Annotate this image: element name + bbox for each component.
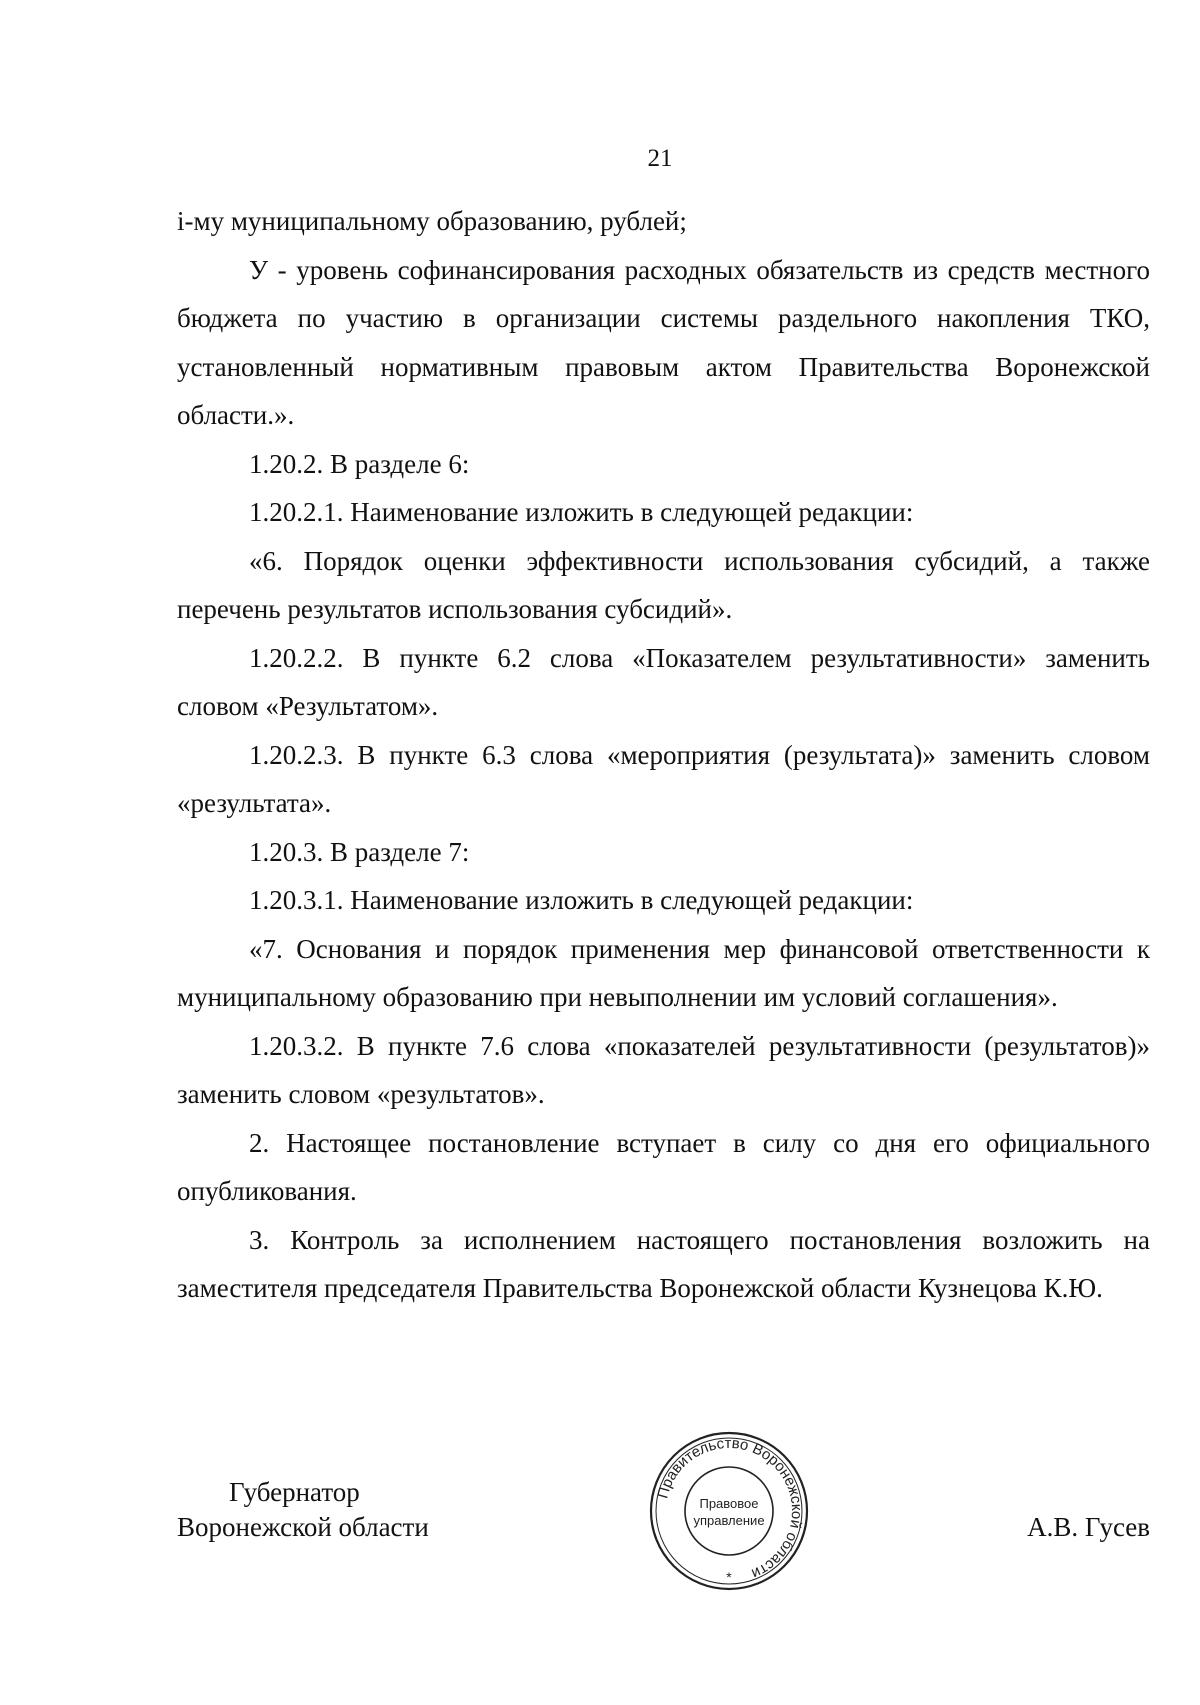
- seal-star: *: [726, 1569, 732, 1585]
- signature-name: А.В. Гусев: [1027, 1512, 1150, 1542]
- paragraph-1-20-2: 1.20.2. В разделе 6:: [249, 448, 470, 479]
- paragraph-clause-3: 3. Контроль за исполнением настоящего постановления возложить на заместителя председателя Правительства Воронежской области Кузнецова К.Ю.: [177, 1224, 1150, 1303]
- paragraph-section-7-title: «7. Основания и порядок применения мер финансовой ответственности к муниципальному образованию при невыполнении им условий соглашения».: [177, 933, 1150, 1012]
- page-number: 21: [647, 145, 673, 172]
- paragraph-definition-u: У - уровень софинансирования расходных обязательств из средств местного бюджета по участию в организации системы раздельного накопления ТКО, установленный нормативным правовым актом Правительства Воронежской области.».: [177, 254, 1150, 430]
- signature-title-line2: Воронежской области: [177, 1512, 429, 1542]
- paragraph-1-20-3-1: 1.20.3.1. Наименование изложить в следующей редакции:: [249, 885, 914, 915]
- seal-inner-line2: управление: [693, 1513, 765, 1528]
- seal-inner-line1: Правовое: [699, 1496, 759, 1511]
- paragraph-clause-2: 2. Настоящее постановление вступает в силу со дня его официального опубликования.: [177, 1127, 1150, 1206]
- paragraph-1-20-2-1: 1.20.2.1. Наименование изложить в следующей редакции:: [249, 497, 914, 527]
- paragraph-continuation: i-му муниципальному образованию, рублей;: [177, 206, 687, 236]
- paragraph-1-20-2-2: 1.20.2.2. В пункте 6.2 слова «Показателем результативности» заменить словом «Результатом».: [177, 642, 1150, 721]
- paragraph-1-20-2-3: 1.20.2.3. В пункте 6.3 слова «мероприятия (результата)» заменить словом «результата».: [177, 739, 1150, 818]
- paragraph-1-20-3: 1.20.3. В разделе 7:: [249, 836, 470, 867]
- signature-title-line1: Губернатор: [229, 1477, 360, 1507]
- signature-title: [177, 1475, 429, 1545]
- paragraph-1-20-3-2: 1.20.3.2. В пункте 7.6 слова «показателей результативности (результатов)» заменить словом «результатов».: [177, 1030, 1150, 1109]
- official-seal: [648, 1430, 810, 1592]
- seal-outer-text: Правительство Воронежской области: [654, 1434, 806, 1583]
- document-body: [177, 197, 1150, 1313]
- paragraph-section-6-title: «6. Порядок оценки эффективности использования субсидий, а также перечень результатов использования субсидий».: [177, 545, 1150, 624]
